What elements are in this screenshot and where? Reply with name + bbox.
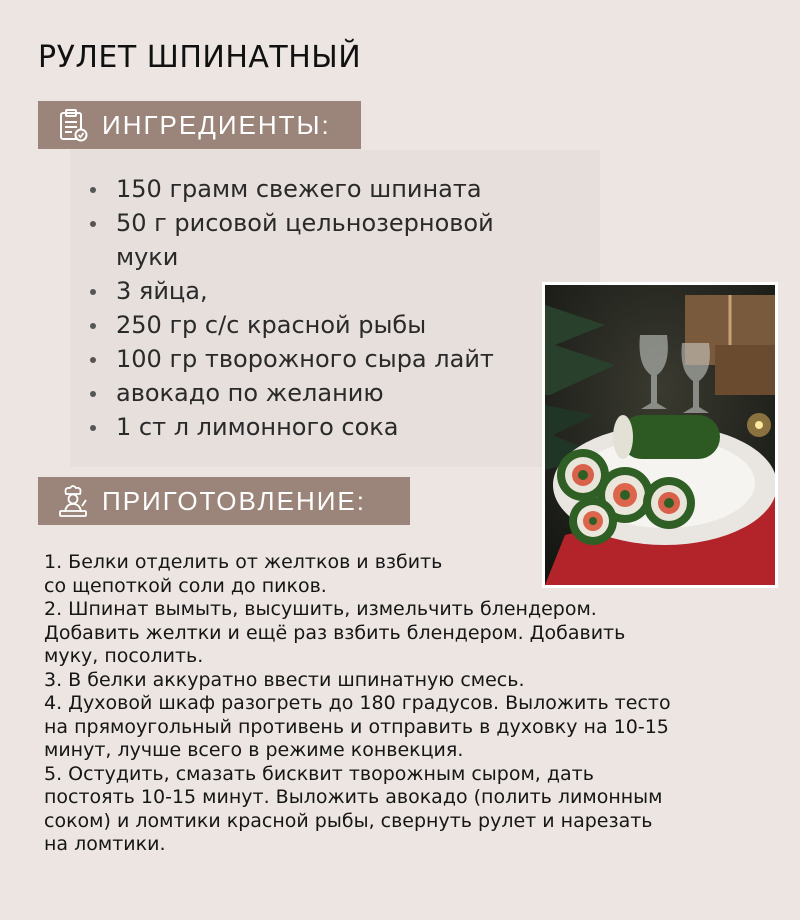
list-item: 3 яйца, (80, 274, 550, 308)
step-line: Добавить желтки и ещё раз взбить блендером. Добавить (44, 621, 626, 644)
step-line: муку, посолить. (44, 645, 204, 667)
step-line: соком) и ломтики красной рыбы, свернуть рулет и нарезать (44, 809, 653, 832)
list-item: 1 ст л лимонного сока (80, 410, 550, 444)
step-line: со щепоткой соли до пиков. (44, 574, 327, 597)
list-item: 150 грамм свежего шпината (80, 172, 550, 206)
clipboard-check-icon (58, 108, 88, 142)
chef-icon (58, 484, 88, 518)
ingredients-banner (38, 101, 361, 149)
step-line: на ломтики. (44, 833, 166, 855)
list-item: 50 г рисовой цельнозерновой муки (80, 206, 550, 274)
preparation-banner (38, 477, 410, 525)
step-line: постоять 10-15 минут. Выложить авокадо (полить лимонным (44, 786, 663, 808)
step-line: на прямоугольный противень и отправить в духовку на 10-15 (44, 715, 669, 738)
step-line: 1. Белки отделить от желтков и взбить (44, 551, 443, 573)
list-item: авокадо по желанию (80, 376, 550, 410)
preparation-steps (44, 551, 784, 857)
preparation-heading: ПРИГОТОВЛЕНИЕ: (102, 485, 366, 516)
step-line: 4. Духовой шкаф разогреть до 180 градусов. Выложить тесто (44, 692, 671, 714)
step-line: 2. Шпинат вымыть, высушить, измельчить блендером. (44, 598, 597, 620)
step-line: 5. Остудить, смазать бисквит творожным сыром, дать (44, 762, 594, 785)
list-item: 250 гр с/с красной рыбы (80, 308, 550, 342)
step-line: 3. В белки аккуратно ввести шпинатную смесь. (44, 668, 525, 691)
dish-photo (542, 282, 778, 588)
recipe-title: РУЛЕТ ШПИНАТНЫЙ (38, 40, 362, 75)
ingredients-heading: ИНГРЕДИЕНТЫ: (102, 109, 331, 140)
step-line: минут, лучше всего в режиме конвекция. (44, 739, 464, 761)
list-item: 100 гр творожного сыра лайт (80, 342, 550, 376)
ingredients-list (80, 172, 550, 444)
